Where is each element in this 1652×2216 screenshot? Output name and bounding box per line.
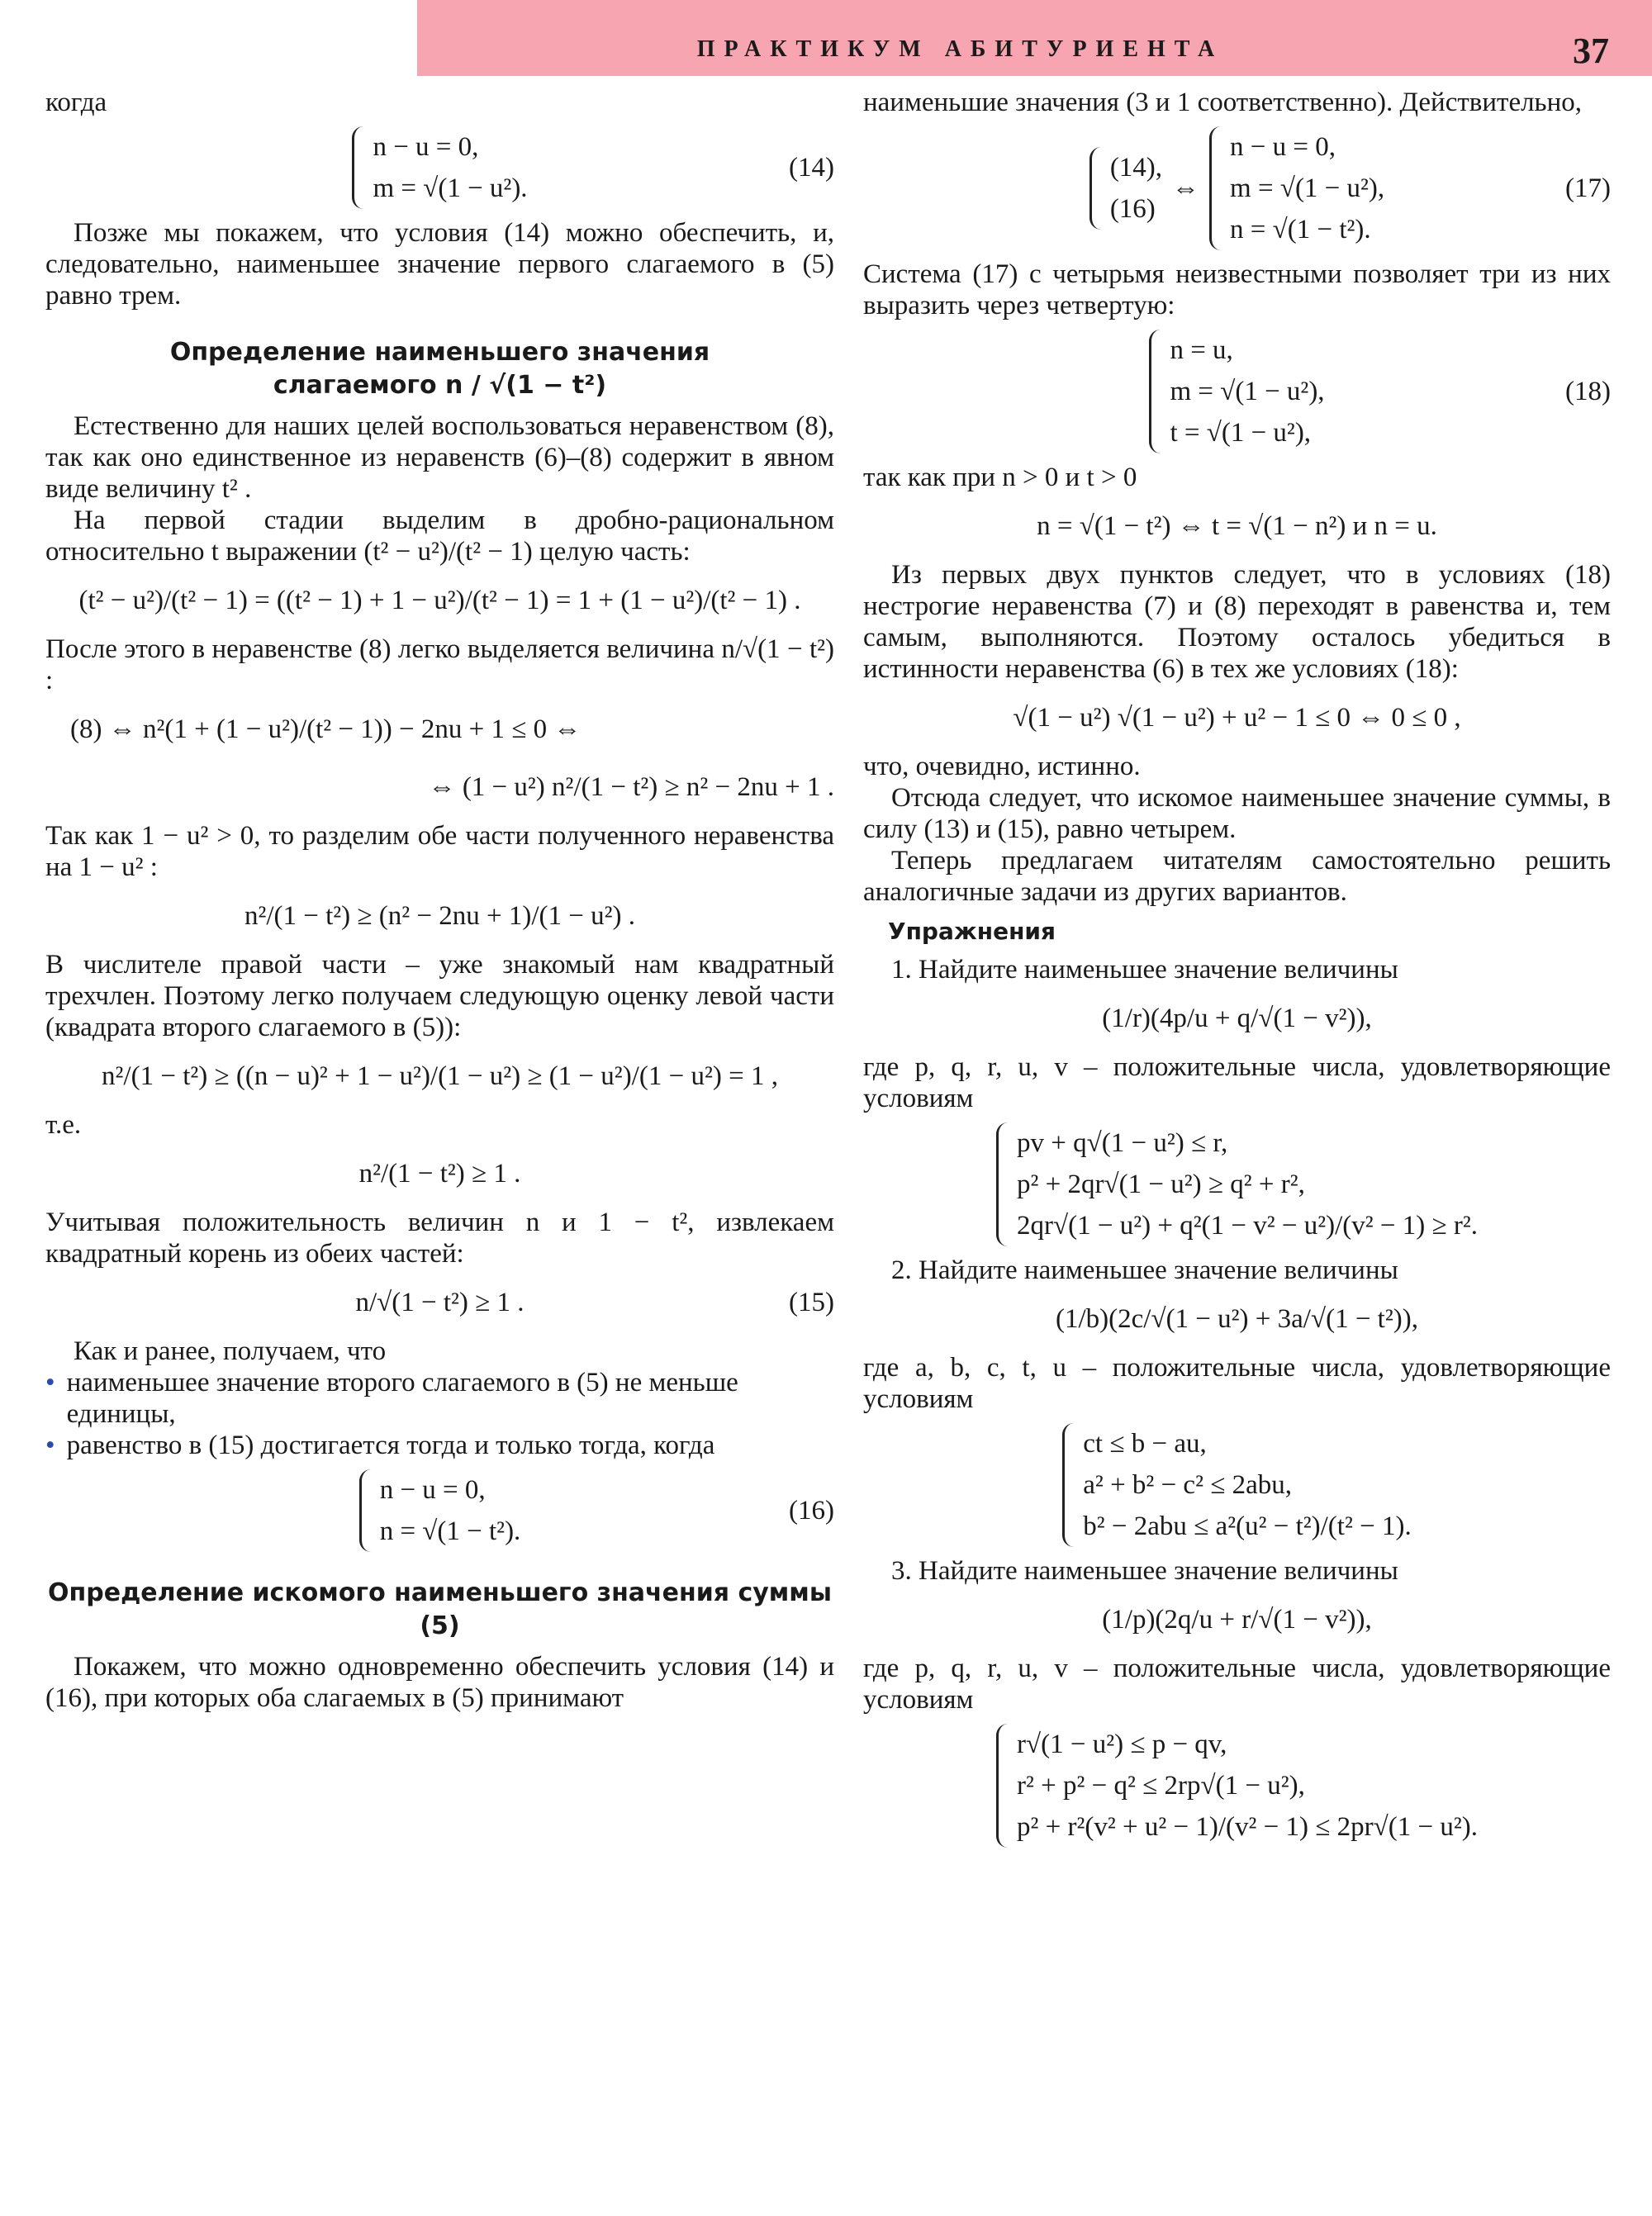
section-heading: Определение искомого наименьшего значения суммы (5) xyxy=(48,1578,832,1640)
paragraph: Теперь предлагаем читателям самостоятельно решить аналогичные задачи из других вариантов. xyxy=(863,846,1611,907)
equation: (1/p)(2q/u + r/√(1 − v²)), xyxy=(1102,1605,1372,1635)
exercise-3: 3. Найдите наименьшее значение величины xyxy=(891,1556,1398,1586)
equation: n²/(1 − t²) ≥ (n² − 2nu + 1)/(1 − u²) . xyxy=(244,901,636,931)
paragraph: Покажем, что можно одновременно обеспечить условия (14) и (16), при которых оба слагаемых в (5) принимают xyxy=(45,1652,834,1713)
paragraph: На первой стадии выделим в дробно-рациональном относительно t выражении (t² − u²)/(t² − 1) целую часть: xyxy=(45,505,834,567)
page-number: 37 xyxy=(1573,31,1609,71)
paragraph: В числителе правой части – уже знакомый нам квадратный трехчлен. Поэтому легко получаем следующую оценку левой части (квадрата второго слагаемого в (5)): xyxy=(45,950,834,1042)
exercise-1: 1. Найдите наименьшее значение величины xyxy=(891,955,1398,985)
equation-14: n − u = 0, m = √(1 − u²). (14) xyxy=(45,126,834,209)
paragraph: где p, q, r, u, v – положительные числа, удовлетворяющие условиям xyxy=(863,1654,1611,1715)
equation: (1/r)(4p/u + q/√(1 − v²)), xyxy=(1102,1004,1372,1033)
equation: (8) ⇔ n²(1 + (1 − u²)/(t² − 1)) − 2nu + 1 ≤ 0 ⇔ xyxy=(70,714,582,744)
paragraph: Учитывая положительность величин n и 1 − t², извлекаем квадратный корень из обеих частей: xyxy=(45,1208,834,1269)
paragraph: Так как 1 − u² > 0, то разделим обе части полученного неравенства на 1 − u² : xyxy=(45,821,834,882)
paragraph: После этого в неравенстве (8) легко выделяется величина n/√(1 − t²) : xyxy=(45,634,834,695)
paragraph: Естественно для наших целей воспользоваться неравенством (8), так как оно единственное из неравенств (6)–(8) содержит в явном виде величину t² . xyxy=(45,411,834,504)
system: ct ≤ b − au, a² + b² − c² ≤ 2abu, b² − 2abu ≤ a²(u² − t²)/(t² − 1). xyxy=(863,1423,1611,1547)
equation: √(1 − u²) √(1 − u²) + u² − 1 ≤ 0 ⇔ 0 ≤ 0 , xyxy=(1013,703,1461,733)
header-band xyxy=(417,0,1652,76)
paragraph: где a, b, c, t, u – положительные числа, удовлетворяющие условиям xyxy=(863,1353,1611,1414)
paragraph: наименьшие значения (3 и 1 соответственно). Действительно, xyxy=(863,88,1583,117)
system: r√(1 − u²) ≤ p − qv, r² + p² − q² ≤ 2rp√(1 − u²), p² + r²(v² + u² − 1)/(v² − 1) ≤ 2pr√(1 − u²). xyxy=(863,1724,1611,1848)
equation: n²/(1 − t²) ≥ ((n − u)² + 1 − u²)/(1 − u²) ≥ (1 − u²)/(1 − u²) = 1 , xyxy=(102,1061,778,1091)
list-item: • наименьшее значение второго слагаемого в (5) не меньше единицы, xyxy=(45,1368,738,1429)
system: pv + q√(1 − u²) ≤ r, p² + 2qr√(1 − u²) ≥ q² + r², 2qr√(1 − u²) + q²(1 − v² − u²)/(v² − 1) ≥ r². xyxy=(863,1122,1611,1246)
paragraph: где p, q, r, u, v – положительные числа, удовлетворяющие условиям xyxy=(863,1052,1611,1113)
paragraph: так как при n > 0 и t > 0 xyxy=(863,463,1137,492)
equation: (t² − u²)/(t² − 1) = ((t² − 1) + 1 − u²)/(t² − 1) = 1 + (1 − u²)/(t² − 1) . xyxy=(78,586,801,615)
list-item: • равенство в (15) достигается тогда и только тогда, когда xyxy=(45,1431,715,1460)
left-column xyxy=(45,87,834,1714)
right-column xyxy=(863,87,1611,1856)
equation-17: (14), (16) ⇔ n − u = 0, m = √(1 − u²), n = √(1 − t²). (17) xyxy=(863,126,1611,250)
equation: (1/b)(2c/√(1 − u²) + 3a/√(1 − t²)), xyxy=(1056,1304,1418,1334)
equation-16: n − u = 0, n = √(1 − t²). (16) xyxy=(45,1469,834,1552)
equation: n = √(1 − t²) ⇔ t = √(1 − n²) и n = u. xyxy=(1037,511,1437,541)
paragraph: Позже мы покажем, что условия (14) можно обеспечить, и, следовательно, наименьшее значение первого слагаемого в (5) равно трем. xyxy=(45,218,834,311)
equation: ⇔ (1 − u²) n²/(1 − t²) ≥ n² − 2nu + 1 . xyxy=(428,772,834,802)
paragraph: что, очевидно, истинно. xyxy=(863,752,1141,781)
paragraph: т.е. xyxy=(45,1110,82,1140)
paragraph: Система (17) с четырьмя неизвестными позволяет три из них выразить через четвертую: xyxy=(863,259,1611,320)
exercise-2: 2. Найдите наименьшее значение величины xyxy=(891,1255,1398,1285)
paragraph: когда xyxy=(45,88,107,117)
equation-18: n = u, m = √(1 − u²), t = √(1 − u²), (18) xyxy=(863,330,1611,453)
header-title: ПРАКТИКУМ АБИТУРИЕНТА xyxy=(696,36,1224,62)
section-heading: Определение наименьшего значения слагаемого n / √(1 − t²) xyxy=(169,338,710,400)
paragraph: Как и ранее, получаем, что xyxy=(74,1336,387,1366)
paragraph: Отсюда следует, что искомое наименьшее значение суммы, в силу (13) и (15), равно четырем. xyxy=(863,783,1611,844)
exercises-heading: Упражнения xyxy=(888,918,1056,945)
equation: n²/(1 − t²) ≥ 1 . xyxy=(358,1159,521,1189)
equation-15: n/√(1 − t²) ≥ 1 . (15) xyxy=(355,1288,834,1317)
paragraph: Из первых двух пунктов следует, что в условиях (18) нестрогие неравенства (7) и (8) переходят в равенства и, тем самым, выполняются. Поэтому осталось убедиться в истинности неравенства (6) в тех же условиях (18): xyxy=(863,560,1611,684)
